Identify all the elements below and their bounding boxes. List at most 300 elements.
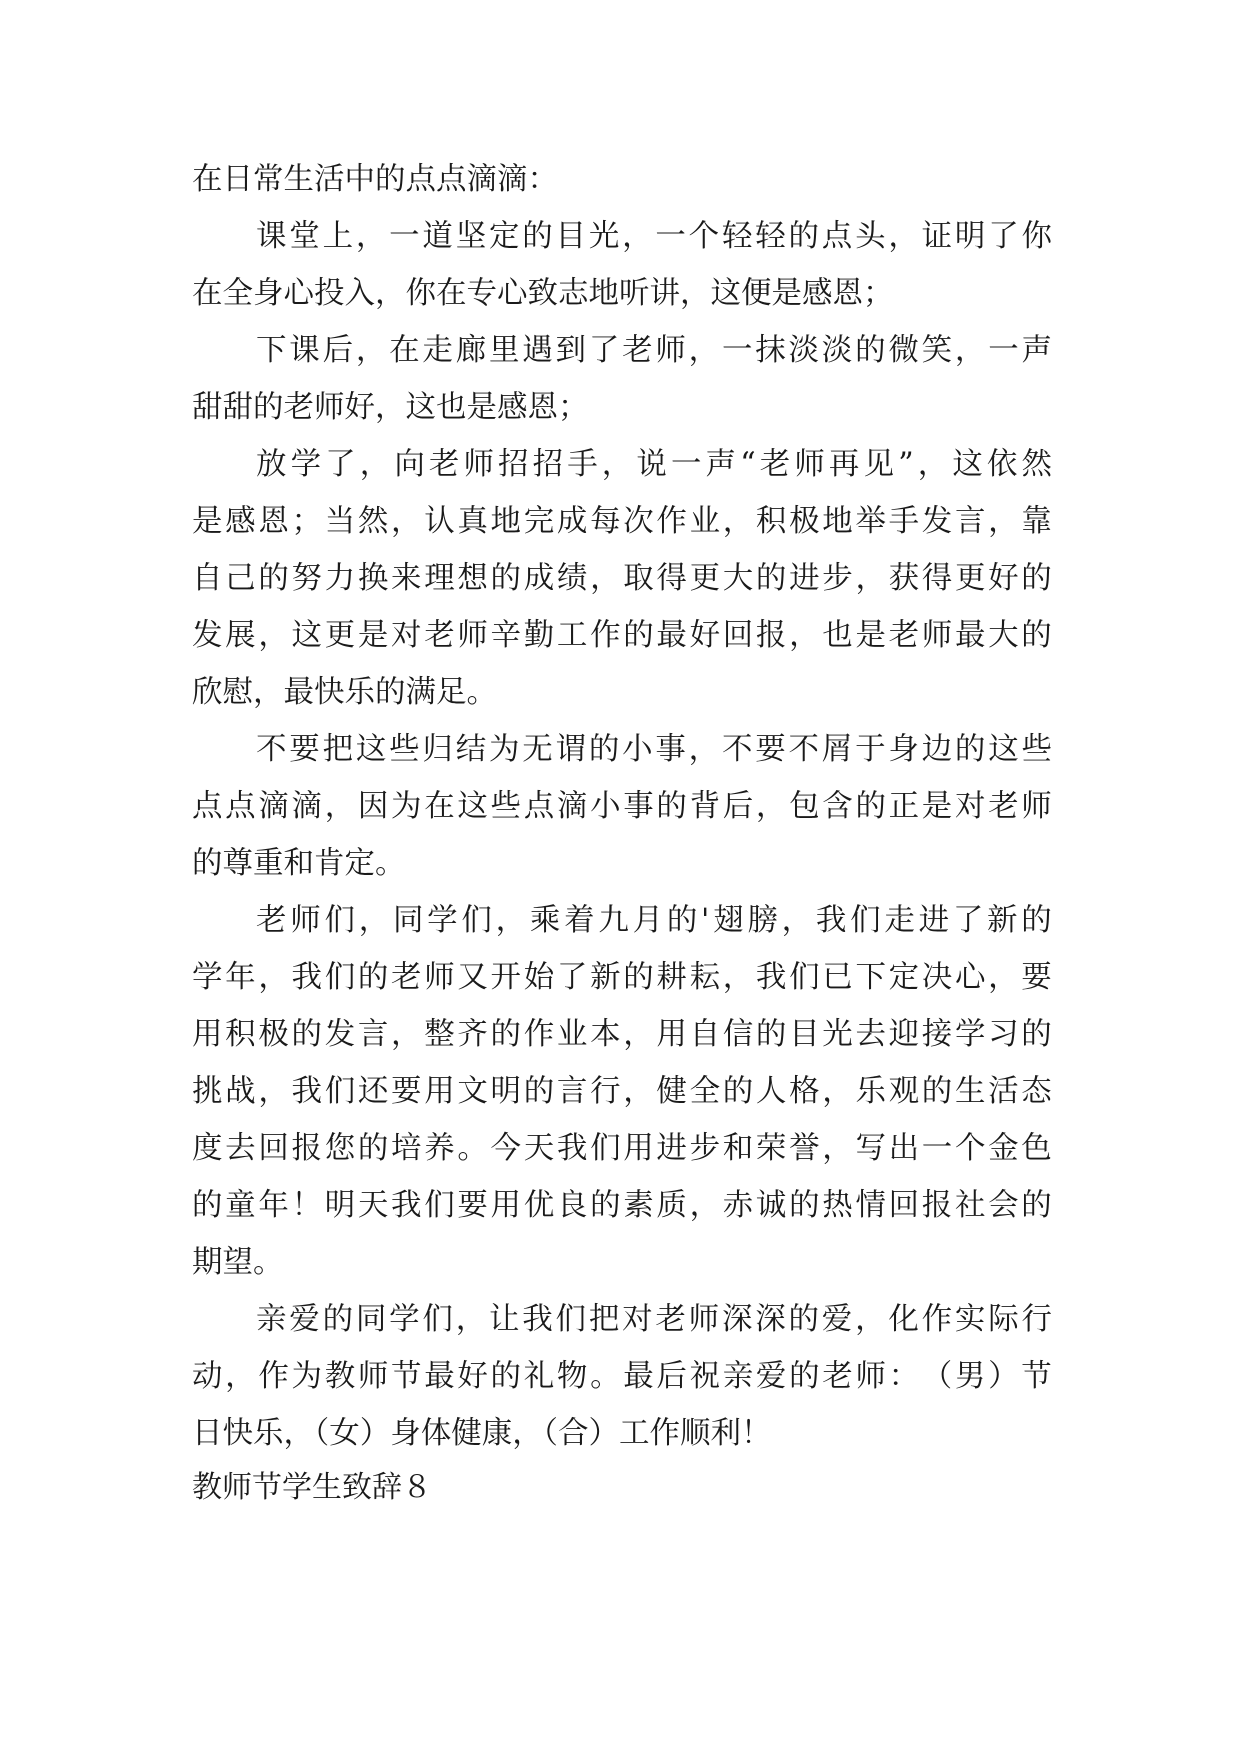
glyph: 的 xyxy=(623,960,654,995)
text-line xyxy=(256,1300,1052,1340)
glyph: 的 xyxy=(490,1017,522,1052)
text-line xyxy=(256,901,1052,941)
glyph: 用 xyxy=(424,1074,455,1109)
glyph: 个 xyxy=(954,1131,986,1166)
glyph: 的 xyxy=(656,789,687,824)
glyph: 的 xyxy=(788,219,819,254)
glyph: 得 xyxy=(921,561,953,596)
glyph: 归 xyxy=(422,732,453,767)
glyph: 的 xyxy=(291,1017,323,1052)
glyph: 步 xyxy=(822,561,853,596)
glyph: 最 xyxy=(623,1359,654,1394)
glyph: 的 xyxy=(1021,1188,1052,1223)
glyph: 成 xyxy=(556,504,588,539)
glyph: 下 xyxy=(256,333,287,368)
glyph: 九 xyxy=(598,903,629,938)
glyph: 些 xyxy=(490,789,522,824)
glyph: ， xyxy=(888,219,919,254)
glyph: 师 xyxy=(655,333,686,368)
glyph: 的 xyxy=(1021,1017,1052,1052)
glyph: ， xyxy=(495,903,527,938)
glyph: 的 xyxy=(1021,561,1052,596)
glyph: 的 xyxy=(357,1131,389,1166)
glyph: 深 xyxy=(721,1302,753,1337)
glyph: 年 xyxy=(258,1188,289,1223)
glyph: 我 xyxy=(755,960,787,995)
glyph: 自 xyxy=(192,561,223,596)
glyph: 今 xyxy=(490,1131,522,1166)
glyph: 用 xyxy=(656,1017,687,1052)
glyph: ， xyxy=(988,504,1019,539)
glyph: 抹 xyxy=(755,333,786,368)
glyph: 举 xyxy=(855,504,886,539)
glyph: 道 xyxy=(422,219,453,254)
glyph: 的 xyxy=(490,1359,522,1394)
glyph: 发 xyxy=(192,618,223,653)
glyph: 边 xyxy=(921,732,953,767)
glyph: 作 xyxy=(523,1017,555,1052)
glyph: 上 xyxy=(322,219,354,254)
glyph: 老 xyxy=(424,618,455,653)
glyph: 微 xyxy=(888,333,919,368)
glyph: 光 xyxy=(822,1017,853,1052)
glyph: 业 xyxy=(689,504,721,539)
glyph: ” xyxy=(898,447,914,482)
glyph: 最 xyxy=(954,618,986,653)
glyph: 同 xyxy=(355,1302,387,1337)
glyph: 取 xyxy=(623,561,654,596)
glyph: 天 xyxy=(523,1131,555,1166)
text-line xyxy=(256,730,1052,770)
glyph: 您 xyxy=(324,1131,356,1166)
glyph: 的 xyxy=(855,789,886,824)
glyph: 最 xyxy=(656,618,687,653)
glyph: 写 xyxy=(855,1131,886,1166)
glyph: 淡 xyxy=(821,333,853,368)
glyph: 师 xyxy=(688,1302,720,1337)
glyph: 新 xyxy=(987,903,1018,938)
glyph: 老 xyxy=(655,1302,686,1337)
text-line xyxy=(256,445,1052,485)
glyph: 向 xyxy=(394,447,425,482)
glyph: 的 xyxy=(954,732,986,767)
glyph: 证 xyxy=(921,219,953,254)
glyph: 师 xyxy=(357,1359,389,1394)
glyph: 小 xyxy=(590,789,621,824)
glyph: 行 xyxy=(590,1074,621,1109)
glyph: 感 xyxy=(225,504,256,539)
glyph: ' xyxy=(701,903,710,938)
glyph: 课 xyxy=(289,333,320,368)
glyph: 师 xyxy=(921,618,953,653)
glyph: 堂 xyxy=(289,219,320,254)
glyph: 明 xyxy=(954,219,986,254)
glyph: 于 xyxy=(855,732,886,767)
glyph: 完 xyxy=(523,504,555,539)
glyph: 翅 xyxy=(713,903,744,938)
glyph: 目 xyxy=(555,219,587,254)
glyph: 笑 xyxy=(921,333,953,368)
glyph: 了 xyxy=(556,960,588,995)
glyph: 的 xyxy=(755,1017,787,1052)
glyph: 格 xyxy=(789,1074,820,1109)
glyph: 同 xyxy=(392,903,424,938)
glyph: 走 xyxy=(422,333,453,368)
glyph: 发 xyxy=(324,1017,356,1052)
glyph: 作 xyxy=(656,504,687,539)
glyph: 极 xyxy=(789,504,820,539)
glyph: 们 xyxy=(590,1131,621,1166)
glyph: 节 xyxy=(391,1359,422,1394)
glyph: 更 xyxy=(689,561,721,596)
glyph: 明 xyxy=(324,1188,356,1223)
glyph: 对 xyxy=(954,789,986,824)
glyph: 为 xyxy=(391,789,422,824)
glyph: 新 xyxy=(590,960,621,995)
glyph: 不 xyxy=(256,732,287,767)
glyph: 事 xyxy=(655,732,686,767)
glyph: 又 xyxy=(457,960,488,995)
glyph: 的 xyxy=(1021,618,1052,653)
glyph: 老 xyxy=(759,447,791,482)
glyph: 轻 xyxy=(755,219,786,254)
text-line xyxy=(192,1072,1052,1112)
glyph: ； xyxy=(291,504,323,539)
glyph: 你 xyxy=(1021,219,1052,254)
glyph: 滴 xyxy=(556,789,588,824)
glyph: 的 xyxy=(322,1302,354,1337)
glyph: 想 xyxy=(457,561,488,596)
glyph: 素 xyxy=(623,1188,654,1223)
glyph: 的 xyxy=(192,1188,223,1223)
glyph: 活 xyxy=(988,1074,1019,1109)
text-line xyxy=(256,217,1052,257)
glyph: 结 xyxy=(455,732,487,767)
glyph: ： xyxy=(888,1359,920,1394)
glyph: 会 xyxy=(988,1188,1019,1223)
text-line xyxy=(192,1357,1052,1397)
glyph: 了 xyxy=(588,333,620,368)
glyph: 要 xyxy=(1021,960,1052,995)
glyph: 说 xyxy=(636,447,667,482)
glyph: 爱 xyxy=(755,1359,787,1394)
glyph: ， xyxy=(722,960,754,995)
glyph: 见 xyxy=(863,447,894,482)
glyph: ， xyxy=(781,903,813,938)
glyph: 战 xyxy=(225,1074,256,1109)
text-line: 的尊重和肯定。 xyxy=(192,846,406,881)
glyph: 真 xyxy=(457,504,488,539)
glyph: 用 xyxy=(623,1131,654,1166)
glyph: 心 xyxy=(954,960,986,995)
glyph: 老 xyxy=(256,903,287,938)
glyph: 色 xyxy=(1021,1131,1052,1166)
glyph: 的 xyxy=(590,1188,621,1223)
glyph: 手 xyxy=(567,447,598,482)
glyph: 行 xyxy=(1021,1302,1052,1337)
glyph: 我 xyxy=(291,960,323,995)
glyph: 含 xyxy=(822,789,853,824)
glyph: 坚 xyxy=(455,219,487,254)
glyph: 课 xyxy=(256,219,287,254)
glyph: 爱 xyxy=(821,1302,853,1337)
glyph: 耘 xyxy=(689,960,721,995)
glyph: 然 xyxy=(1021,447,1052,482)
glyph: 报 xyxy=(755,618,787,653)
text-line: 甜甜的老师好，这也是感恩； xyxy=(192,390,589,425)
glyph: 招 xyxy=(498,447,529,482)
glyph: 出 xyxy=(888,1131,920,1166)
glyph: 滴 xyxy=(258,789,289,824)
glyph: 去 xyxy=(855,1017,886,1052)
glyph: 展 xyxy=(225,618,256,653)
glyph: 了 xyxy=(988,219,1019,254)
glyph: 地 xyxy=(490,504,522,539)
glyph: 们 xyxy=(324,960,356,995)
glyph: 是 xyxy=(855,618,886,653)
glyph: 好 xyxy=(689,618,721,653)
glyph: ， xyxy=(855,1302,886,1337)
glyph: 信 xyxy=(722,1017,754,1052)
glyph: 一 xyxy=(389,219,420,254)
glyph: 地 xyxy=(822,504,853,539)
glyph: 迎 xyxy=(888,1017,920,1052)
glyph: 际 xyxy=(988,1302,1019,1337)
glyph: 每 xyxy=(590,504,621,539)
glyph: 学 xyxy=(290,447,322,482)
glyph: 作 xyxy=(590,618,621,653)
glyph: ， xyxy=(988,960,1019,995)
glyph: 观 xyxy=(888,1074,920,1109)
glyph: 月 xyxy=(632,903,664,938)
glyph: 亲 xyxy=(722,1359,754,1394)
glyph: 荣 xyxy=(755,1131,787,1166)
text-line xyxy=(192,958,1052,998)
glyph: 言 xyxy=(954,504,986,539)
glyph: ） xyxy=(988,1359,1019,1394)
glyph: 的 xyxy=(588,732,620,767)
glyph: 老 xyxy=(391,960,422,995)
glyph: 本 xyxy=(590,1017,621,1052)
glyph: 言 xyxy=(357,1017,389,1052)
glyph: 定 xyxy=(888,960,920,995)
glyph: 走 xyxy=(884,903,915,938)
glyph: ， xyxy=(391,1017,422,1052)
glyph: 这 xyxy=(291,618,323,653)
glyph: 对 xyxy=(622,1302,653,1337)
glyph: 的 xyxy=(1021,903,1052,938)
glyph: 我 xyxy=(556,1131,588,1166)
glyph: 光 xyxy=(588,219,620,254)
glyph: ， xyxy=(855,561,886,596)
glyph: 师 xyxy=(457,618,488,653)
glyph: 正 xyxy=(888,789,920,824)
glyph: 们 xyxy=(424,1188,455,1223)
glyph: ， xyxy=(590,561,621,596)
glyph: 不 xyxy=(721,732,753,767)
glyph: 积 xyxy=(225,1017,256,1052)
glyph: ， xyxy=(455,1302,487,1337)
glyph: 恩 xyxy=(258,504,289,539)
glyph: 诚 xyxy=(755,1188,787,1223)
glyph: 师 xyxy=(855,1359,886,1394)
glyph: 更 xyxy=(954,561,986,596)
glyph: 们 xyxy=(324,903,355,938)
glyph: 言 xyxy=(556,1074,588,1109)
glyph: 为 xyxy=(488,732,520,767)
glyph: 全 xyxy=(689,1074,721,1109)
glyph: 学 xyxy=(954,1017,986,1052)
text-line xyxy=(192,559,1052,599)
glyph: 动 xyxy=(192,1359,223,1394)
glyph: 对 xyxy=(391,618,422,653)
glyph: 态 xyxy=(1021,1074,1052,1109)
glyph: 习 xyxy=(988,1017,1019,1052)
glyph: 学 xyxy=(427,903,458,938)
glyph: 老 xyxy=(428,447,460,482)
glyph: 乐 xyxy=(855,1074,886,1109)
glyph: ， xyxy=(359,447,391,482)
glyph: 深 xyxy=(755,1302,786,1337)
glyph: 生 xyxy=(954,1074,986,1109)
glyph: 的 xyxy=(722,1074,754,1109)
glyph: 人 xyxy=(755,1074,787,1109)
glyph: 的 xyxy=(789,1188,820,1223)
glyph: ， xyxy=(917,447,949,482)
glyph: 祝 xyxy=(689,1359,721,1394)
glyph: 己 xyxy=(225,561,256,596)
glyph: 耕 xyxy=(656,960,687,995)
glyph: 童 xyxy=(225,1188,256,1223)
glyph: 获 xyxy=(888,561,920,596)
glyph: 这 xyxy=(952,447,983,482)
glyph: 也 xyxy=(822,618,853,653)
glyph: ， xyxy=(688,333,720,368)
glyph: 我 xyxy=(291,1074,323,1109)
glyph: ！ xyxy=(291,1188,323,1223)
glyph: 实 xyxy=(954,1302,986,1337)
glyph: 了 xyxy=(325,447,356,482)
glyph: 老 xyxy=(822,1359,853,1394)
glyph: 去 xyxy=(225,1131,256,1166)
glyph: 要 xyxy=(289,732,320,767)
glyph: 热 xyxy=(822,1188,853,1223)
glyph: ， xyxy=(623,1017,654,1052)
glyph: 老 xyxy=(988,789,1019,824)
glyph: 质 xyxy=(656,1188,687,1223)
glyph: 是 xyxy=(921,789,953,824)
glyph: 明 xyxy=(490,1074,522,1109)
glyph: 点 xyxy=(192,789,223,824)
glyph: 勤 xyxy=(523,618,555,653)
glyph: 是 xyxy=(357,618,389,653)
glyph: 到 xyxy=(555,333,587,368)
glyph: ， xyxy=(324,789,356,824)
glyph: 点 xyxy=(523,789,555,824)
glyph: 声 xyxy=(1021,333,1052,368)
glyph: 我 xyxy=(391,1188,422,1223)
glyph: 们 xyxy=(461,903,492,938)
glyph: 头 xyxy=(855,219,886,254)
glyph: ， xyxy=(822,1131,853,1166)
glyph: 回 xyxy=(888,1188,920,1223)
section-heading: 教师节学生致辞８ xyxy=(192,1470,432,1505)
glyph: 因 xyxy=(357,789,389,824)
glyph: 后 xyxy=(656,1359,687,1394)
glyph: ， xyxy=(258,618,289,653)
glyph: 自 xyxy=(689,1017,721,1052)
glyph: 更 xyxy=(324,618,356,653)
glyph: 男 xyxy=(954,1359,986,1394)
glyph: （ xyxy=(921,1359,953,1394)
glyph: 还 xyxy=(357,1074,389,1109)
text-line xyxy=(256,331,1052,371)
glyph: 点 xyxy=(821,219,853,254)
glyph: 一 xyxy=(921,1131,953,1166)
glyph: 手 xyxy=(888,504,920,539)
glyph: 屑 xyxy=(821,732,853,767)
glyph: 的 xyxy=(789,1359,820,1394)
text-line xyxy=(192,1129,1052,1169)
glyph: 齐 xyxy=(457,1017,488,1052)
glyph: 把 xyxy=(322,732,354,767)
glyph: 极 xyxy=(258,1017,289,1052)
glyph: 次 xyxy=(623,504,654,539)
glyph: ， xyxy=(355,219,387,254)
glyph: 一 xyxy=(670,447,702,482)
glyph: 些 xyxy=(1021,732,1052,767)
glyph: 们 xyxy=(789,960,820,995)
glyph: 的 xyxy=(490,561,522,596)
glyph: 金 xyxy=(988,1131,1019,1166)
glyph: 要 xyxy=(755,732,786,767)
glyph: 年 xyxy=(225,960,256,995)
glyph: 老 xyxy=(888,618,920,653)
glyph: 礼 xyxy=(523,1359,555,1394)
glyph: 的 xyxy=(666,903,698,938)
glyph: 不 xyxy=(788,732,819,767)
glyph: 这 xyxy=(355,732,387,767)
glyph: 师 xyxy=(463,447,494,482)
glyph: 点 xyxy=(225,789,256,824)
glyph: 接 xyxy=(921,1017,953,1052)
glyph: 进 xyxy=(918,903,950,938)
glyph: “ xyxy=(740,447,756,482)
glyph: 的 xyxy=(623,618,654,653)
glyph: 工 xyxy=(556,618,588,653)
glyph: 一 xyxy=(655,219,686,254)
glyph: ， xyxy=(822,1074,853,1109)
glyph: 们 xyxy=(555,1302,587,1337)
glyph: 力 xyxy=(324,561,356,596)
glyph: 目 xyxy=(789,1017,820,1052)
glyph: 后 xyxy=(722,789,754,824)
glyph: 决 xyxy=(921,960,953,995)
glyph: 下 xyxy=(855,960,886,995)
glyph: 的 xyxy=(755,561,787,596)
glyph: 淡 xyxy=(788,333,819,368)
text-line: 在日常生活中的点点滴滴： xyxy=(192,162,558,197)
glyph: 的 xyxy=(788,1302,819,1337)
glyph: 后 xyxy=(322,333,354,368)
text-line: 在全身心投入，你在专心致志地听讲，这便是感恩； xyxy=(192,276,894,311)
glyph: ， xyxy=(622,219,653,254)
glyph: 培 xyxy=(391,1131,422,1166)
glyph: 作 xyxy=(921,1302,953,1337)
glyph: 放 xyxy=(256,447,287,482)
glyph: 在 xyxy=(424,789,455,824)
glyph: 定 xyxy=(488,219,520,254)
